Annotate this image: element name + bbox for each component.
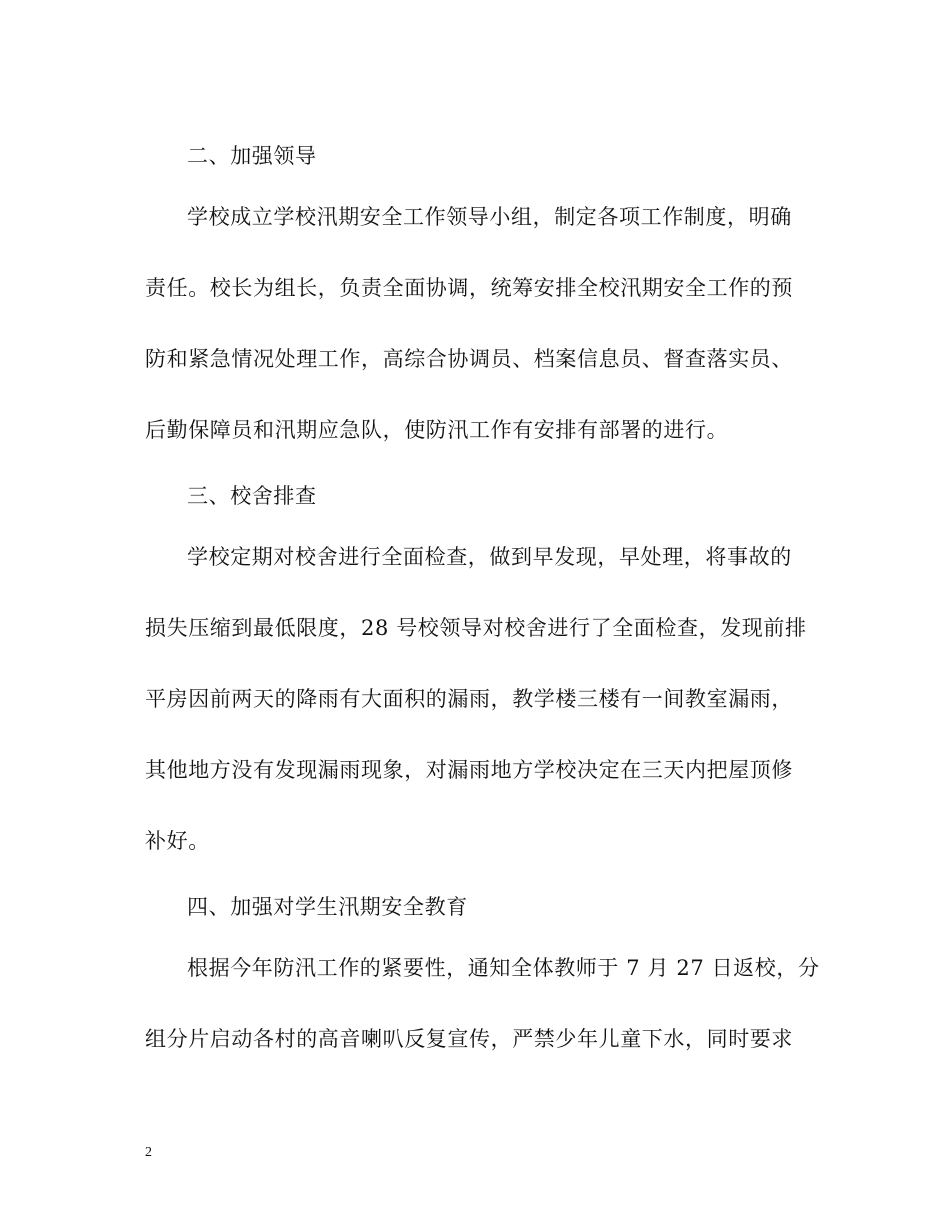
- section-heading-leadership: 二、加强领导: [187, 144, 317, 168]
- paragraph-line: 组分片启动各村的高音喇叭反复宣传，严禁少年儿童下水，同时要求: [145, 1027, 793, 1051]
- section-heading-inspection: 三、校舍排查: [187, 484, 317, 508]
- page-number: 2: [145, 1145, 152, 1160]
- paragraph-line: 平房因前两天的降雨有大面积的漏雨，教学楼三楼有一间教室漏雨，: [145, 687, 793, 711]
- paragraph-line: 损失压缩到最低限度，28 号校领导对校舍进行了全面检查，发现前排: [145, 616, 807, 640]
- paragraph-line: 其他地方没有发现漏雨现象，对漏雨地方学校决定在三天内把屋顶修: [145, 758, 793, 782]
- paragraph-line: 学校成立学校汛期安全工作领导小组，制定各项工作制度，明确: [187, 205, 792, 229]
- paragraph-line: 责任。校长为组长，负责全面协调，统筹安排全校汛期安全工作的预: [145, 276, 793, 300]
- paragraph-line: 根据今年防汛工作的紧要性，通知全体教师于 7 月 27 日返校，分: [187, 956, 820, 980]
- paragraph-line: 后勤保障员和汛期应急队，使防汛工作有安排有部署的进行。: [145, 418, 729, 442]
- section-heading-education: 四、加强对学生汛期安全教育: [187, 895, 468, 919]
- paragraph-line: 防和紧急情况处理工作，高综合协调员、档案信息员、督查落实员、: [145, 347, 793, 371]
- paragraph-line: 补好。: [145, 829, 210, 853]
- paragraph-line: 学校定期对校舍进行全面检查，做到早发现，早处理，将事故的: [187, 545, 792, 569]
